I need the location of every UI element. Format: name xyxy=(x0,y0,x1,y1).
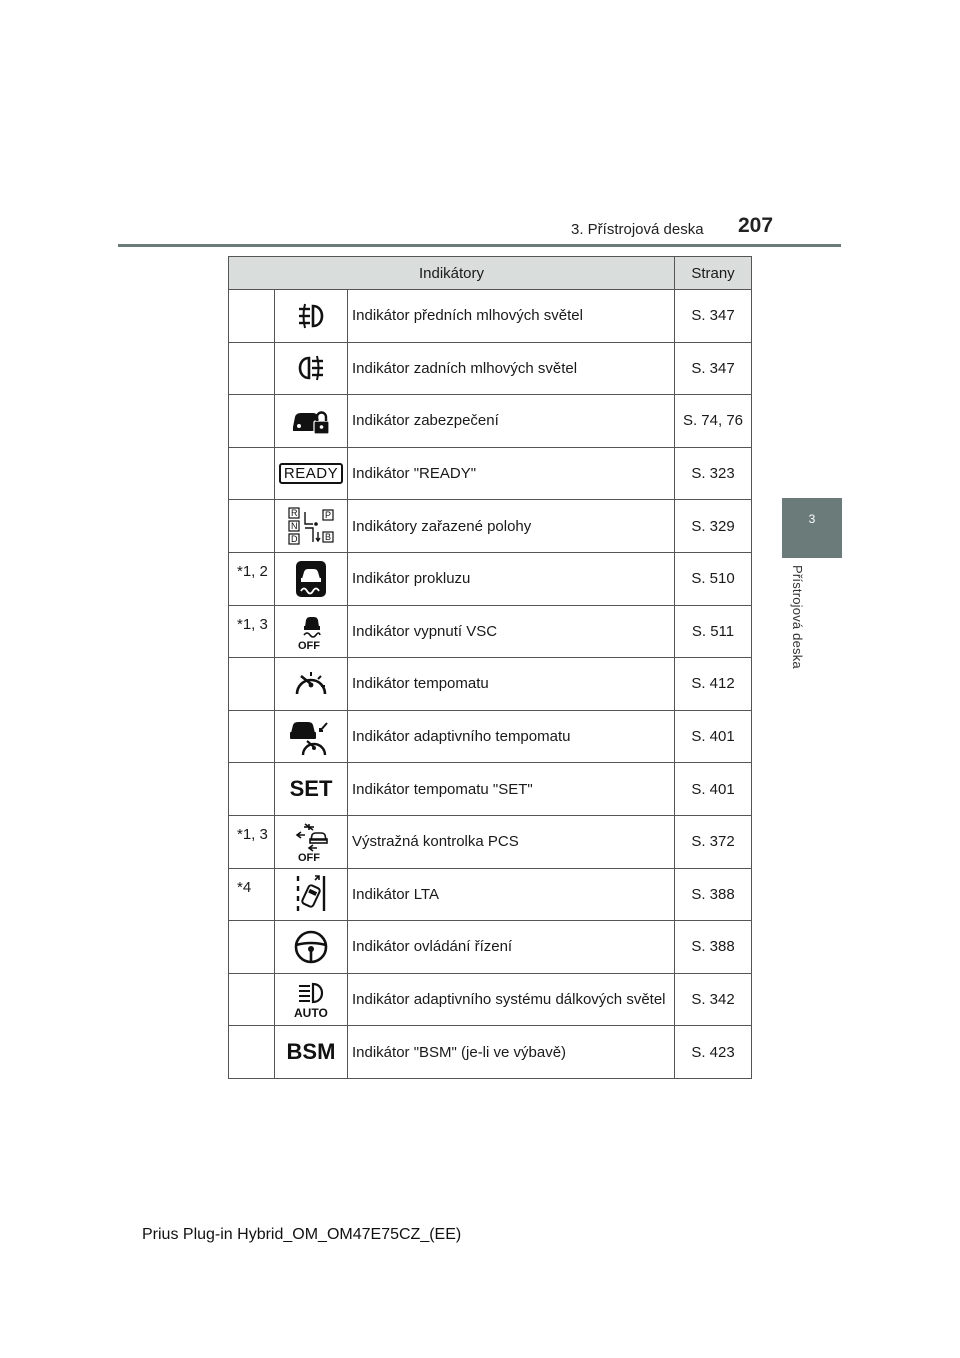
page-number: 207 xyxy=(738,214,774,237)
indicator-row xyxy=(229,290,752,343)
page-reference: S. 388 xyxy=(675,921,752,974)
footnote-cell xyxy=(229,447,275,500)
page-reference: S. 510 xyxy=(675,552,752,605)
icon-cell xyxy=(275,815,348,868)
indicator-name: Výstražná kontrolka PCS xyxy=(348,815,675,868)
indicator-row xyxy=(229,552,752,605)
front-fog-light-icon xyxy=(283,296,339,336)
security-lock-icon xyxy=(283,401,339,441)
icon-cell xyxy=(275,447,348,500)
indicator-row xyxy=(229,658,752,711)
indicator-name: Indikátor předních mlhových světel xyxy=(348,290,675,343)
icon-cell xyxy=(275,1026,348,1079)
icon-cell xyxy=(275,763,348,816)
footnote-mark: *4 xyxy=(237,878,252,896)
footnote-cell xyxy=(229,658,275,711)
page-reference: S. 388 xyxy=(675,868,752,921)
adaptive-cruise-icon xyxy=(283,717,339,757)
footnote-cell xyxy=(229,342,275,395)
indicator-row xyxy=(229,868,752,921)
page-reference: S. 401 xyxy=(675,763,752,816)
svg-text:R: R xyxy=(291,508,298,519)
indicator-name: Indikátor LTA xyxy=(348,868,675,921)
footnote-mark xyxy=(229,763,274,773)
footnote-mark: *1, 3 xyxy=(237,615,268,633)
footnote-cell xyxy=(229,868,275,921)
footnote-mark xyxy=(229,921,274,931)
footnote-cell xyxy=(229,395,275,448)
indicator-name: Indikátor "READY" xyxy=(348,447,675,500)
footnote-mark xyxy=(229,1026,274,1036)
svg-text:OFF: OFF xyxy=(298,851,320,862)
indicator-row xyxy=(229,605,752,658)
icon-cell xyxy=(275,710,348,763)
indicator-row xyxy=(229,921,752,974)
indicator-name: Indikátor vypnutí VSC xyxy=(348,605,675,658)
footnote-mark xyxy=(229,448,274,458)
footnote-mark xyxy=(229,658,274,668)
footnote-mark xyxy=(229,974,274,984)
svg-text:P: P xyxy=(325,510,332,521)
icon-cell xyxy=(275,921,348,974)
header-section-title: 3. Přístrojová deska xyxy=(571,221,704,238)
footnote-mark xyxy=(229,500,274,510)
indicator-row xyxy=(229,973,752,1026)
indicator-row xyxy=(229,342,752,395)
page-reference: S. 342 xyxy=(675,973,752,1026)
indicator-name: Indikátor tempomatu xyxy=(348,658,675,711)
indicator-name: Indikátor zadních mlhových světel xyxy=(348,342,675,395)
indicator-row xyxy=(229,500,752,553)
column-header-indicators: Indikátory xyxy=(229,257,675,290)
footnote-mark xyxy=(229,395,274,405)
cruise-control-icon xyxy=(283,664,339,704)
page-reference: S. 423 xyxy=(675,1026,752,1079)
chapter-tab: 3 xyxy=(782,498,842,558)
icon-cell xyxy=(275,500,348,553)
page-reference: S. 74, 76 xyxy=(675,395,752,448)
indicator-name: Indikátor adaptivního systému dálkových světel xyxy=(348,973,675,1026)
ready-icon: READY xyxy=(279,463,343,484)
footnote-mark: *1, 3 xyxy=(237,825,268,843)
footnote-cell xyxy=(229,973,275,1026)
page-reference: S. 347 xyxy=(675,290,752,343)
column-header-pages: Strany xyxy=(675,257,752,290)
icon-cell xyxy=(275,973,348,1026)
icon-cell xyxy=(275,395,348,448)
auto-high-beam-icon xyxy=(283,980,339,1020)
icon-cell xyxy=(275,552,348,605)
icon-cell xyxy=(275,868,348,921)
chapter-side-title: Přístrojová deska xyxy=(790,565,805,669)
page-reference: S. 511 xyxy=(675,605,752,658)
svg-text:D: D xyxy=(291,534,298,545)
svg-text:AUTO: AUTO xyxy=(294,1005,328,1020)
footnote-cell xyxy=(229,763,275,816)
footnote-mark: *1, 2 xyxy=(237,562,268,580)
lta-icon xyxy=(283,874,339,914)
icon-cell xyxy=(275,342,348,395)
indicator-name: Indikátor "BSM" (je-li ve výbavě) xyxy=(348,1026,675,1079)
page-reference: S. 347 xyxy=(675,342,752,395)
footnote-cell xyxy=(229,815,275,868)
footnote-mark xyxy=(229,343,274,353)
indicator-name: Indikátor tempomatu "SET" xyxy=(348,763,675,816)
footnote-cell xyxy=(229,500,275,553)
indicator-name: Indikátor ovládání řízení xyxy=(348,921,675,974)
steering-control-icon xyxy=(283,927,339,967)
indicator-row xyxy=(229,1026,752,1079)
footnote-mark xyxy=(229,290,274,300)
slip-indicator-icon xyxy=(283,559,339,599)
page-reference: S. 401 xyxy=(675,710,752,763)
header-rule xyxy=(118,244,841,247)
indicator-name: Indikátor prokluzu xyxy=(348,552,675,605)
indicator-row xyxy=(229,815,752,868)
rear-fog-light-icon xyxy=(283,348,339,388)
indicator-table xyxy=(228,256,752,1079)
icon-cell xyxy=(275,658,348,711)
footer-document-id: Prius Plug-in Hybrid_OM_OM47E75CZ_(EE) xyxy=(142,1226,462,1243)
indicator-row xyxy=(229,447,752,500)
page-reference: S. 372 xyxy=(675,815,752,868)
footnote-mark xyxy=(229,711,274,721)
indicator-name: Indikátor zabezpečení xyxy=(348,395,675,448)
svg-text:B: B xyxy=(325,532,332,543)
vsc-off-icon xyxy=(283,611,339,651)
bsm-icon: BSM xyxy=(286,1039,336,1065)
footnote-cell xyxy=(229,552,275,605)
icon-cell xyxy=(275,290,348,343)
indicator-row xyxy=(229,710,752,763)
indicator-row xyxy=(229,395,752,448)
indicator-name: Indikátor adaptivního tempomatu xyxy=(348,710,675,763)
footnote-cell xyxy=(229,710,275,763)
indicator-row xyxy=(229,763,752,816)
pcs-warning-icon xyxy=(283,822,339,862)
shift-position-icon xyxy=(283,506,339,546)
footnote-cell xyxy=(229,921,275,974)
footnote-cell xyxy=(229,605,275,658)
indicator-name: Indikátory zařazené polohy xyxy=(348,500,675,553)
footnote-cell xyxy=(229,1026,275,1079)
svg-text:N: N xyxy=(291,521,298,532)
icon-cell xyxy=(275,605,348,658)
svg-text:OFF: OFF xyxy=(298,640,320,652)
footnote-cell xyxy=(229,290,275,343)
set-icon: SET xyxy=(289,776,333,802)
page-reference: S. 329 xyxy=(675,500,752,553)
page-reference: S. 323 xyxy=(675,447,752,500)
page-reference: S. 412 xyxy=(675,658,752,711)
